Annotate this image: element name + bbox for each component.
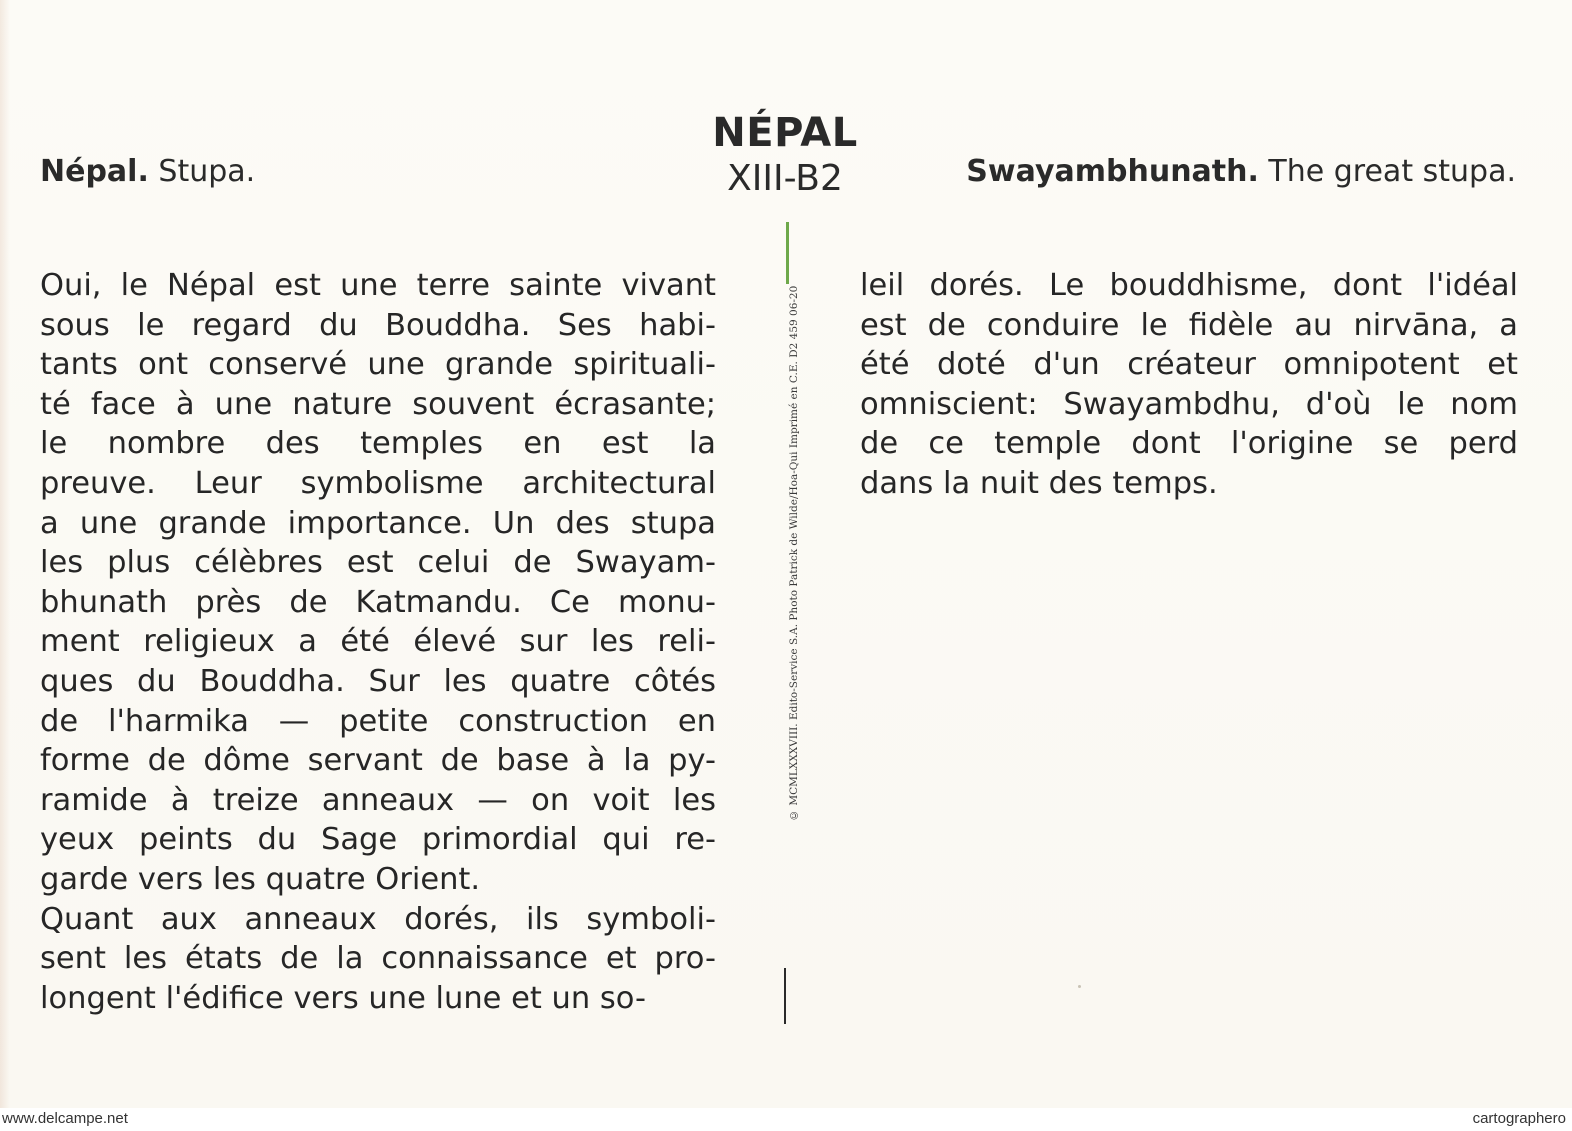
edge-shadow <box>0 0 10 1108</box>
text-line: sent les états de la connaissance et pro- <box>40 941 716 977</box>
text-line: les plus célèbres est celui de Swayam- <box>40 545 716 581</box>
caption-french-bold: Népal. <box>40 154 149 189</box>
caption-english <box>966 154 1516 189</box>
footer-seller-name: cartographero <box>1472 1110 1566 1127</box>
text-line: est de conduire le fidèle au nirvāna, a <box>860 307 1518 343</box>
caption-english-bold: Swayambhunath. <box>966 154 1259 189</box>
country-title: NÉPAL <box>712 110 858 156</box>
text-line: yeux peints du Sage primordial qui re- <box>40 822 716 858</box>
text-line: ramide à treize anneaux — on voit les <box>40 782 716 818</box>
divider-line-dark <box>784 968 786 1024</box>
text-line: de ce temple dont l'origine se perd <box>860 426 1518 462</box>
text-line: longent l'édifice vers une lune et un so- <box>40 980 647 1016</box>
watermark-footer <box>0 1108 1572 1131</box>
text-line: sous le regard du Bouddha. Ses habi- <box>40 307 716 343</box>
body-text-right-column <box>860 266 1518 504</box>
text-line: leil dorés. Le bouddhisme, dont l'idéal <box>860 268 1518 303</box>
text-line: dans la nuit des temps. <box>860 465 1218 501</box>
caption-french-rest: Stupa. <box>148 154 256 189</box>
caption-french <box>40 154 255 189</box>
printer-credit: © MCMLXXXVIII. Edito-Service S.A. Photo Patrick de Wilde/Hoa-Qui Imprimé en C.E. D2 459 06-20 <box>788 286 800 822</box>
text-line: ment religieux a été élevé sur les reli- <box>40 624 716 660</box>
text-line: forme de dôme servant de base à la py- <box>40 743 716 779</box>
divider-line-green <box>786 222 789 284</box>
text-line: de l'harmika — petite construction en <box>40 703 716 739</box>
reference-code: XIII-B2 <box>727 158 843 199</box>
text-line: té face à une nature souvent écrasante; <box>40 386 716 422</box>
text-line: omniscient: Swayambdhu, d'où le nom <box>860 386 1518 422</box>
text-line: Quant aux anneaux dorés, ils symboli- <box>40 901 716 937</box>
text-line: garde vers les quatre Orient. <box>40 861 481 897</box>
text-line: preuve. Leur symbolisme architectural <box>40 465 716 501</box>
text-line: tants ont conservé une grande spirituali- <box>40 347 716 383</box>
text-line: le nombre des temples en est la <box>40 426 716 462</box>
text-line: a une grande importance. Un des stupa <box>40 505 716 541</box>
text-line: été doté d'un créateur omnipotent et <box>860 347 1518 383</box>
footer-site-link[interactable]: www.delcampe.net <box>2 1110 128 1127</box>
text-line: Oui, le Népal est une terre sainte vivant <box>40 268 716 303</box>
caption-english-rest: The great stupa. <box>1258 154 1516 189</box>
paper-speck <box>1078 985 1081 988</box>
text-line: bhunath près de Katmandu. Ce monu- <box>40 584 716 620</box>
body-text-left-column <box>40 266 716 1018</box>
text-line: ques du Bouddha. Sur les quatre côtés <box>40 663 716 699</box>
